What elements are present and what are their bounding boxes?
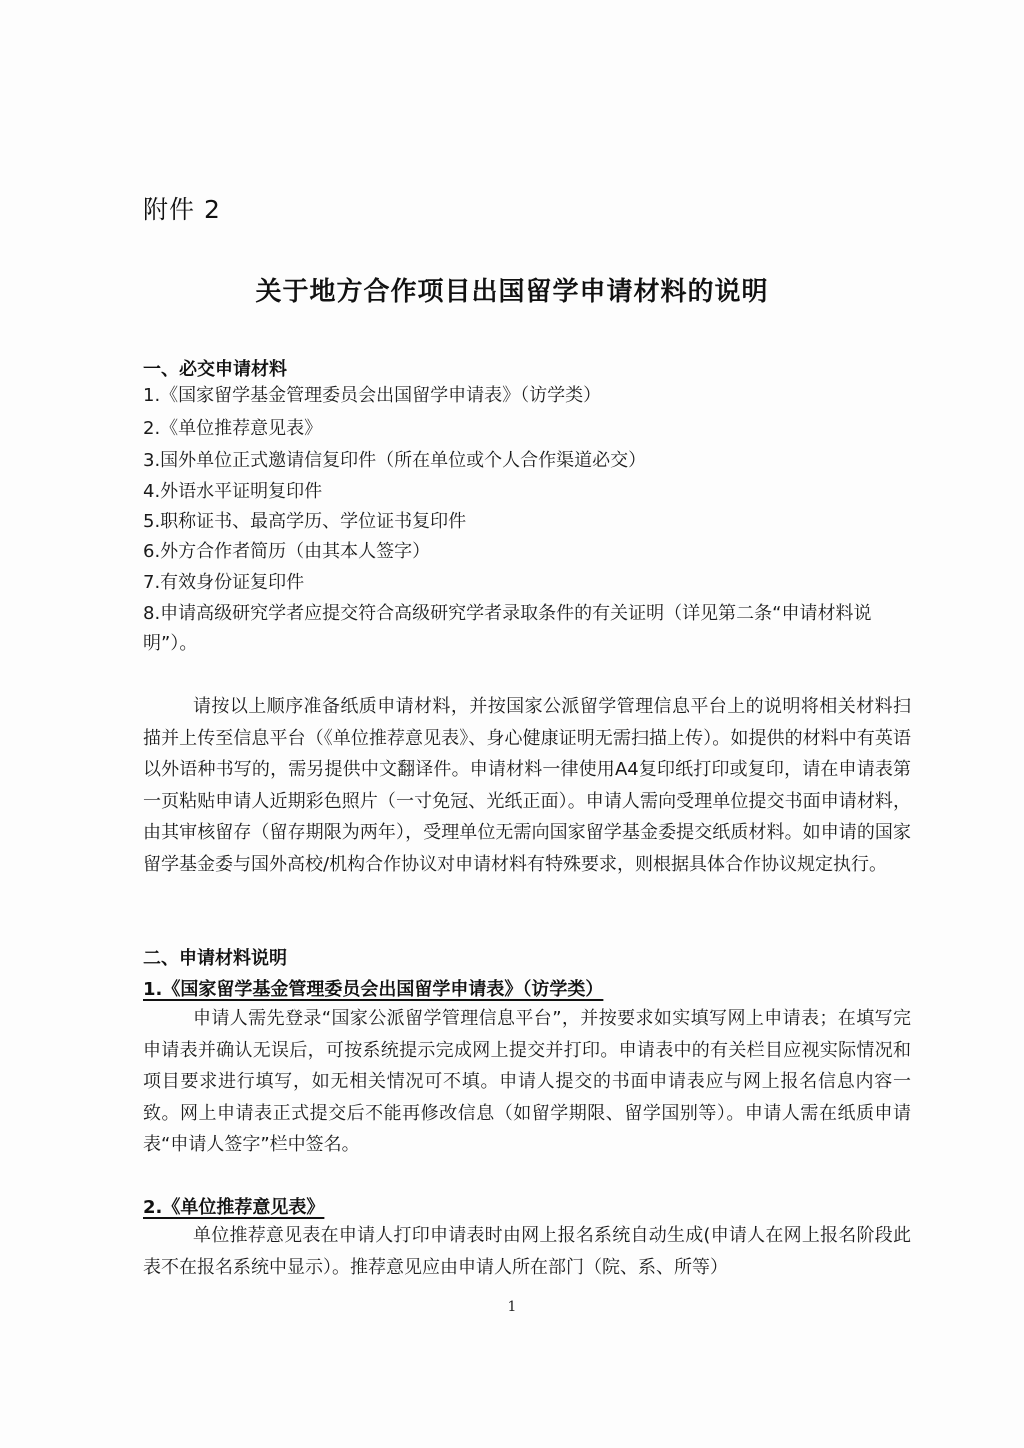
list-item: 5.职称证书、最高学历、学位证书复印件 bbox=[143, 511, 467, 532]
document-title: 关于地方合作项目出国留学申请材料的说明 bbox=[255, 277, 769, 307]
list-item: 2.《单位推荐意见表》 bbox=[143, 418, 323, 439]
page-number: 1 bbox=[507, 1299, 517, 1315]
list-item: 6.外方合作者简历（由其本人签字） bbox=[143, 541, 431, 562]
list-item: 7.有效身份证复印件 bbox=[143, 572, 305, 593]
subsection-1-heading: 1.《国家留学基金管理委员会出国留学申请表》（访学类） bbox=[143, 979, 604, 1000]
subsection-1-paragraph: 申请人需先登录“国家公派留学管理信息平台”，并按要求如实填写网上申请表；在填写完申请表并确认无误后，可按系统提示完成网上提交并打印。申请表中的有关栏目应视实际情况和项目要求进行填写，如无相关情况可不填。申请人提交的书面申请表应与网上报名信息内容一致。网上申请表正式提交后不能再修改信息（如留学期限、留学国别等）。申请人需在纸质申请表“申请人签字”栏中签名。 bbox=[143, 1008, 911, 1155]
list-item: 8.申请高级研究学者应提交符合高级研究学者录取条件的有关证明（详见第二条“申请材料说明”）。 bbox=[143, 603, 872, 654]
section-1-paragraph: 请按以上顺序准备纸质申请材料，并按国家公派留学管理信息平台上的说明将相关材料扫描并上传至信息平台（《单位推荐意见表》、身心健康证明无需扫描上传）。如提供的材料中有英语以外语种书写的，需另提供中文翻译件。申请材料一律使用A4复印纸打印或复印，请在申请表第一页粘贴申请人近期彩色照片（一寸免冠、光纸正面）。申请人需向受理单位提交书面申请材料，由其审核留存（留存期限为两年），受理单位无需向国家留学基金委提交纸质材料。如申请的国家留学基金委与国外高校/机构合作协议对申请材料有特殊要求，则根据具体合作协议规定执行。 bbox=[143, 696, 911, 875]
section-2-heading: 二、申请材料说明 bbox=[143, 948, 287, 969]
subsection-2-heading: 2.《单位推荐意见表》 bbox=[143, 1197, 325, 1218]
attachment-label: 附件 2 bbox=[143, 195, 221, 224]
list-item: 4.外语水平证明复印件 bbox=[143, 481, 323, 502]
section-1-heading: 一、必交申请材料 bbox=[143, 359, 287, 380]
list-item: 1.《国家留学基金管理委员会出国留学申请表》（访学类） bbox=[143, 385, 602, 406]
list-item: 3.国外单位正式邀请信复印件（所在单位或个人合作渠道必交） bbox=[143, 450, 647, 471]
subsection-2-paragraph: 单位推荐意见表在申请人打印申请表时由网上报名系统自动生成(申请人在网上报名阶段此表不在报名系统中显示）。推荐意见应由申请人所在部门（院、系、所等） bbox=[143, 1225, 911, 1278]
